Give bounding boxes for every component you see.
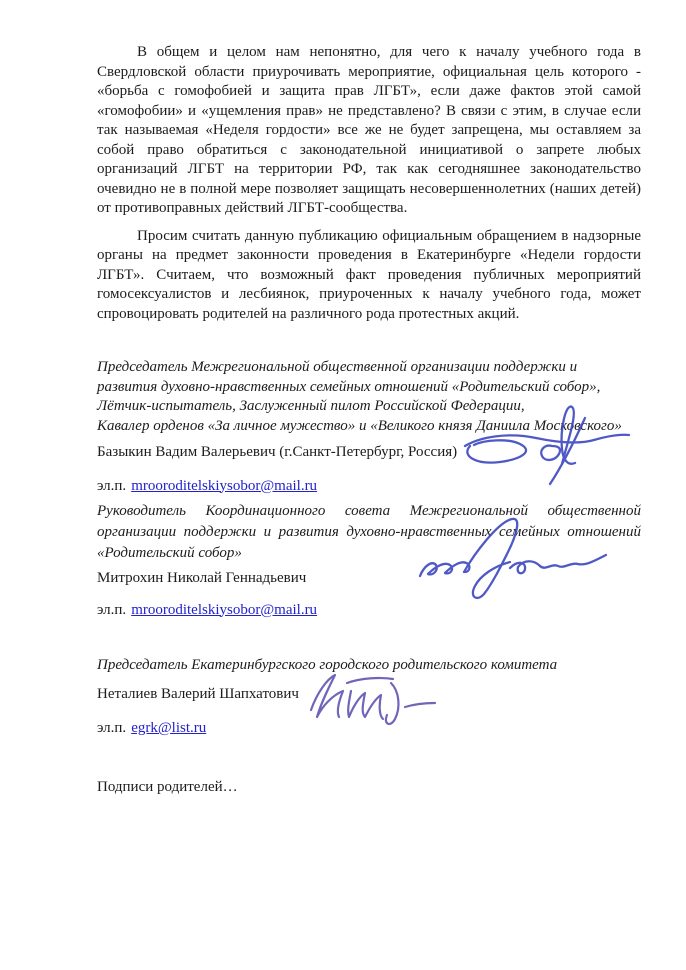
signatory-2-title-block: Руководитель Координационного совета Межрегиональной общественной организации поддержки и развития духовно-нравственных семейных отношений «Родительский собор» [97, 503, 641, 561]
paragraph-main-2: Просим считать данную публикацию официальным обращением в надзорные органы на предмет законности проведения в Екатеринбурге «Недели гордости ЛГБТ». Считаем, что возможный факт проведения публичных мероприятий гомосексуалистов и лесбиянок, приуроченных к началу учебного года, может спровоцировать родителей на различного рода протестных акций. [97, 227, 641, 322]
signatory-1-title-line-3: Кавалер орденов «За личное мужество» и «Великого князя Даниила Московского» [97, 417, 622, 434]
signatory-1-name: Базыкин Вадим Валерьевич (г.Санкт-Петербург, Россия) [97, 444, 458, 460]
closing-note: Подписи родителей… [97, 778, 238, 795]
signatory-1-title-line-1: Председатель Межрегиональной общественной организации поддержки и развития духовно-нравственных семейных отношений «Родительский собор», [97, 359, 601, 395]
signatory-3-title-block: Председатель Екатеринбургского городского родительского комитета [97, 657, 558, 673]
signatory-2-name: Митрохин Николай Геннадьевич [97, 570, 307, 586]
signatory-2-email-link[interactable]: mrooroditelskiysobor@mail.ru [131, 601, 318, 618]
signatory-3-email-link[interactable]: egrk@list.ru [131, 720, 207, 736]
signatory-2-email-label: эл.п. [97, 601, 127, 618]
signatory-3-name: Неталиев Валерий Шапхатович [97, 685, 299, 702]
signatory-3-email-line [97, 719, 641, 739]
signatory-3-email-label: эл.п. [97, 720, 127, 736]
signatory-1-email-line [97, 477, 641, 497]
paragraph-main-1: В общем и целом нам непонятно, для чего к началу учебного года в Свердловской области приурочивать мероприятие, официальная цель которого - «борьба с гомофобией и защита прав ЛГБТ», если даже фактов этой самой «гомофобии» и «ущемления прав» не представлено? В связи с этим, в случае если так называемая «Неделя гордости» все же не будет запрещена, мы оставляем за собой право обратиться с законодательной инициативой о запрете любых организаций ЛГБТ на территории РФ, так как сегодняшнее законодательство очевидно не в полной мере позволяет защищать несовершеннолетних (наших детей) от противоправных действий ЛГБТ-сообщества. [97, 44, 641, 216]
signatory-2-email-line [97, 601, 641, 621]
signatory-1-email-label: эл.п. [97, 477, 127, 494]
signatory-1-email-link[interactable]: mrooroditelskiysobor@mail.ru [131, 477, 318, 494]
signatory-1-title-block [97, 358, 641, 436]
signatory-1-title-line-2: Лётчик-испытатель, Заслуженный пилот Российской Федерации, [97, 398, 525, 414]
